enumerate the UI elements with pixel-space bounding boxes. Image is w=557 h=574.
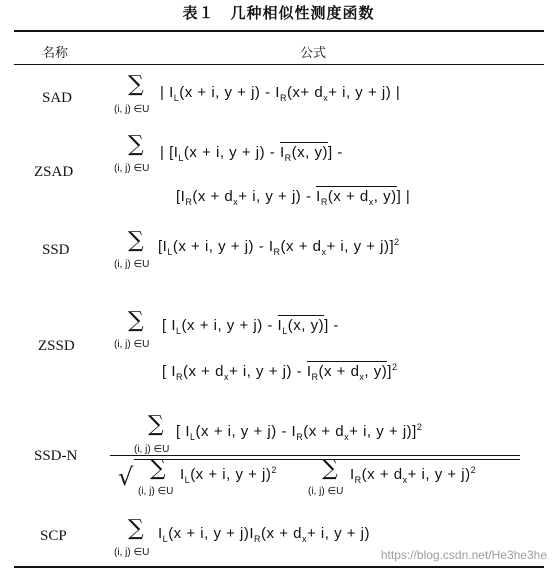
formula-ssdn-denominator-left: $I_L(x + i$, y + j)$^2$ — [180, 465, 277, 485]
header-rule — [14, 64, 544, 65]
formula-zssd-line2: [ $I_R(x + d_x+ i$, $y + j) - I_R(x + d_x$, y)]$^2$ — [162, 362, 398, 382]
sum-symbol: ∑ — [150, 456, 166, 481]
sum-symbol: ∑ — [128, 308, 144, 333]
header-name: 名称 — [42, 46, 69, 61]
header-formula: 公式 — [300, 46, 327, 61]
top-rule — [14, 30, 544, 32]
row-name-zsad: ZSAD — [34, 164, 74, 180]
sum-index: (i, j) ∈U — [134, 444, 170, 455]
row-name-sad: SAD — [42, 90, 73, 106]
sum-symbol: ∑ — [128, 228, 144, 253]
formula-zssd-line1: [ $I_L(x + i$, $y + j) - I_L(x$, y)] - — [162, 317, 339, 336]
sum-symbol: ∑ — [128, 516, 144, 541]
formula-scp: $I_L(x + i$, $y + j)I_R(x + d_x+ i$, y + j) — [158, 525, 371, 544]
sum-index: (i, j) ∈U — [308, 486, 344, 497]
row-name-scp: SCP — [40, 528, 67, 544]
radical-sign: √ — [118, 463, 134, 491]
sum-index: (i, j) ∈U — [114, 104, 150, 115]
fraction-bar — [110, 455, 520, 456]
formula-zsad-line1: | [$I_L(x + i$, $y + j) - I_R(x$, y)] - — [160, 144, 343, 163]
sum-symbol: ∑ — [322, 456, 338, 481]
table-title: 表１ 几种相似性测度函数 — [182, 4, 375, 22]
sum-index: (i, j) ∈U — [114, 259, 150, 270]
sum-symbol: ∑ — [128, 132, 144, 157]
sum-symbol: ∑ — [148, 412, 164, 437]
sum-symbol: ∑ — [128, 72, 144, 97]
formula-ssdn-numerator: [ $I_L(x + i$, $y + j) - I_R(x + d_x+ i$, y + j)]$^2$ — [176, 422, 423, 442]
row-name-ssd-n: SSD-N — [34, 448, 78, 464]
formula-ssd: [$I_L(x + i$, $y + j) - I_R(x + d_x+ i$, y + j)]$^2$ — [158, 237, 400, 257]
sum-index: (i, j) ∈U — [138, 486, 174, 497]
sum-index: (i, j) ∈U — [114, 163, 150, 174]
bottom-rule — [14, 566, 544, 568]
row-name-ssd: SSD — [42, 242, 70, 258]
formula-sad: | $I_L(x + i$, $y + j) - I_R(x+ d_x+ i$, y + j) | — [160, 84, 401, 103]
watermark: https://blog.csdn.net/He3he3he — [380, 548, 547, 562]
row-name-zssd: ZSSD — [38, 338, 75, 354]
formula-zsad-line2: [$I_R(x + d_x+ i$, $y + j) - I_R(x + d_x$, y)] | — [176, 188, 411, 207]
formula-ssdn-denominator-right: $I_R(x + d_x+ i$, y + j)$^2$ — [350, 465, 477, 485]
sum-index: (i, j) ∈U — [114, 339, 150, 350]
sum-index: (i, j) ∈U — [114, 547, 150, 558]
